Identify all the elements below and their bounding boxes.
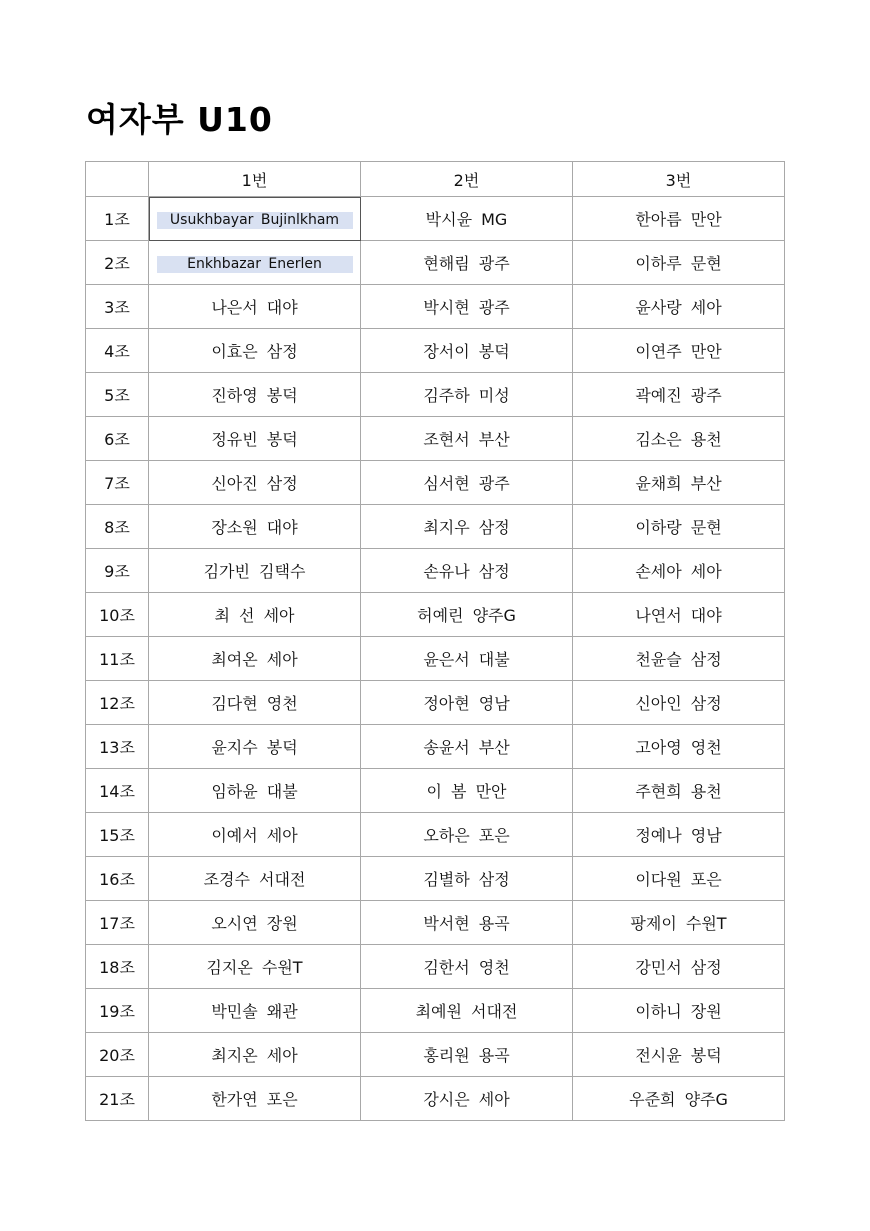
player-cell-seat-2[interactable]: 현해림 광주	[361, 241, 573, 285]
player-cell-seat-1[interactable]: 한가연 포은	[149, 1077, 361, 1121]
player-cell-seat-1[interactable]: 장소원 대야	[149, 505, 361, 549]
player-cell-seat-2[interactable]: 박서현 용곡	[361, 901, 573, 945]
table-row	[86, 901, 785, 945]
player-cell-seat-2[interactable]: 강시은 세아	[361, 1077, 573, 1121]
player-cell-seat-2[interactable]: 최예원 서대전	[361, 989, 573, 1033]
player-cell-seat-2[interactable]: 장서이 봉덕	[361, 329, 573, 373]
table-row	[86, 769, 785, 813]
player-cell-seat-1[interactable]	[149, 241, 361, 285]
group-label-cell[interactable]: 17조	[86, 901, 149, 945]
player-cell-seat-3[interactable]: 이하랑 문현	[573, 505, 785, 549]
group-label-cell[interactable]: 20조	[86, 1033, 149, 1077]
player-cell-seat-1[interactable]: 최 선 세아	[149, 593, 361, 637]
player-cell-seat-2[interactable]: 최지우 삼정	[361, 505, 573, 549]
player-cell-seat-2[interactable]: 손유나 삼정	[361, 549, 573, 593]
player-cell-seat-1[interactable]: 이예서 세아	[149, 813, 361, 857]
group-label-cell[interactable]: 9조	[86, 549, 149, 593]
table-row	[86, 989, 785, 1033]
player-cell-seat-3[interactable]: 전시윤 봉덕	[573, 1033, 785, 1077]
group-label-cell[interactable]: 6조	[86, 417, 149, 461]
group-label-cell[interactable]: 1조	[86, 197, 149, 241]
player-cell-seat-1[interactable]: 최여온 세아	[149, 637, 361, 681]
group-label-cell[interactable]: 18조	[86, 945, 149, 989]
player-cell-seat-3[interactable]: 정예나 영남	[573, 813, 785, 857]
table-row	[86, 681, 785, 725]
player-cell-seat-1[interactable]: 오시연 장원	[149, 901, 361, 945]
table-row	[86, 373, 785, 417]
player-cell-seat-3[interactable]: 신아인 삼정	[573, 681, 785, 725]
player-cell-seat-1[interactable]	[149, 197, 361, 241]
table-row	[86, 549, 785, 593]
header-cell-group[interactable]	[86, 162, 149, 197]
player-cell-seat-3[interactable]: 주현희 용천	[573, 769, 785, 813]
player-cell-seat-1[interactable]: 최지온 세아	[149, 1033, 361, 1077]
player-cell-seat-3[interactable]: 한아름 만안	[573, 197, 785, 241]
player-cell-seat-3[interactable]: 고아영 영천	[573, 725, 785, 769]
group-label-cell[interactable]: 15조	[86, 813, 149, 857]
player-cell-seat-1[interactable]: 조경수 서대전	[149, 857, 361, 901]
player-cell-seat-3[interactable]: 이하니 장원	[573, 989, 785, 1033]
player-cell-seat-2[interactable]: 박시현 광주	[361, 285, 573, 329]
player-cell-seat-3[interactable]: 천윤슬 삼정	[573, 637, 785, 681]
player-cell-seat-3[interactable]: 우준희 양주G	[573, 1077, 785, 1121]
player-cell-seat-3[interactable]: 나연서 대야	[573, 593, 785, 637]
table-row	[86, 945, 785, 989]
group-label-cell[interactable]: 10조	[86, 593, 149, 637]
player-cell-seat-3[interactable]: 곽예진 광주	[573, 373, 785, 417]
header-cell-seat-3[interactable]: 3번	[573, 162, 785, 197]
table-row	[86, 461, 785, 505]
player-cell-seat-2[interactable]: 심서현 광주	[361, 461, 573, 505]
group-label-cell[interactable]: 16조	[86, 857, 149, 901]
table-row	[86, 857, 785, 901]
group-label-cell[interactable]: 14조	[86, 769, 149, 813]
player-cell-seat-2[interactable]: 윤은서 대불	[361, 637, 573, 681]
header-row	[86, 162, 785, 197]
player-cell-seat-1[interactable]: 신아진 삼정	[149, 461, 361, 505]
table-row	[86, 593, 785, 637]
player-cell-seat-3[interactable]: 이다원 포은	[573, 857, 785, 901]
table-row	[86, 241, 785, 285]
header-cell-seat-1[interactable]: 1번	[149, 162, 361, 197]
player-cell-seat-2[interactable]: 정아현 영남	[361, 681, 573, 725]
player-cell-seat-1[interactable]: 김다현 영천	[149, 681, 361, 725]
table-row	[86, 813, 785, 857]
table-row	[86, 197, 785, 241]
table-body	[86, 197, 785, 1121]
highlighted-player-name: Usukhbayar Bujinlkham	[157, 212, 353, 229]
player-cell-seat-2[interactable]: 허예린 양주G	[361, 593, 573, 637]
player-cell-seat-3[interactable]: 강민서 삼정	[573, 945, 785, 989]
group-label-cell[interactable]: 3조	[86, 285, 149, 329]
player-cell-seat-1[interactable]: 임하윤 대불	[149, 769, 361, 813]
player-cell-seat-2[interactable]: 홍리원 용곡	[361, 1033, 573, 1077]
group-roster-table	[85, 161, 785, 1121]
table-row	[86, 637, 785, 681]
player-cell-seat-2[interactable]: 김주하 미성	[361, 373, 573, 417]
player-cell-seat-1[interactable]: 진하영 봉덕	[149, 373, 361, 417]
table-row	[86, 417, 785, 461]
player-cell-seat-2[interactable]: 오하은 포은	[361, 813, 573, 857]
player-cell-seat-3[interactable]: 윤사랑 세아	[573, 285, 785, 329]
table-row	[86, 1077, 785, 1121]
player-cell-seat-3[interactable]: 김소은 용천	[573, 417, 785, 461]
player-cell-seat-3[interactable]: 윤채희 부산	[573, 461, 785, 505]
player-cell-seat-1[interactable]: 정유빈 봉덕	[149, 417, 361, 461]
player-cell-seat-1[interactable]: 박민솔 왜관	[149, 989, 361, 1033]
player-cell-seat-2[interactable]: 박시윤 MG	[361, 197, 573, 241]
group-label-cell[interactable]: 8조	[86, 505, 149, 549]
player-cell-seat-1[interactable]: 윤지수 봉덕	[149, 725, 361, 769]
player-cell-seat-1[interactable]: 이효은 삼정	[149, 329, 361, 373]
table-header	[86, 162, 785, 197]
player-cell-seat-1[interactable]: 나은서 대야	[149, 285, 361, 329]
table-row	[86, 329, 785, 373]
group-label-cell[interactable]: 11조	[86, 637, 149, 681]
table-row	[86, 725, 785, 769]
group-label-cell[interactable]: 4조	[86, 329, 149, 373]
table-row	[86, 505, 785, 549]
player-cell-seat-3[interactable]: 이하루 문현	[573, 241, 785, 285]
table-row	[86, 285, 785, 329]
player-cell-seat-1[interactable]: 김지온 수원T	[149, 945, 361, 989]
player-cell-seat-2[interactable]: 김별하 삼정	[361, 857, 573, 901]
player-cell-seat-3[interactable]: 이연주 만안	[573, 329, 785, 373]
group-label-cell[interactable]: 19조	[86, 989, 149, 1033]
header-cell-seat-2[interactable]: 2번	[361, 162, 573, 197]
group-label-cell[interactable]: 21조	[86, 1077, 149, 1121]
player-cell-seat-1[interactable]: 김가빈 김택수	[149, 549, 361, 593]
player-cell-seat-2[interactable]: 송윤서 부산	[361, 725, 573, 769]
highlighted-player-name: Enkhbazar Enerlen	[157, 256, 353, 273]
player-cell-seat-2[interactable]: 김한서 영천	[361, 945, 573, 989]
player-cell-seat-2[interactable]: 조현서 부산	[361, 417, 573, 461]
player-cell-seat-2[interactable]: 이 봄 만안	[361, 769, 573, 813]
group-label-cell[interactable]: 13조	[86, 725, 149, 769]
group-label-cell[interactable]: 7조	[86, 461, 149, 505]
player-cell-seat-3[interactable]: 손세아 세아	[573, 549, 785, 593]
page-title: 여자부 U10	[86, 100, 273, 139]
group-label-cell[interactable]: 2조	[86, 241, 149, 285]
group-label-cell[interactable]: 5조	[86, 373, 149, 417]
table-row	[86, 1033, 785, 1077]
group-label-cell[interactable]: 12조	[86, 681, 149, 725]
player-cell-seat-3[interactable]: 팡제이 수원T	[573, 901, 785, 945]
